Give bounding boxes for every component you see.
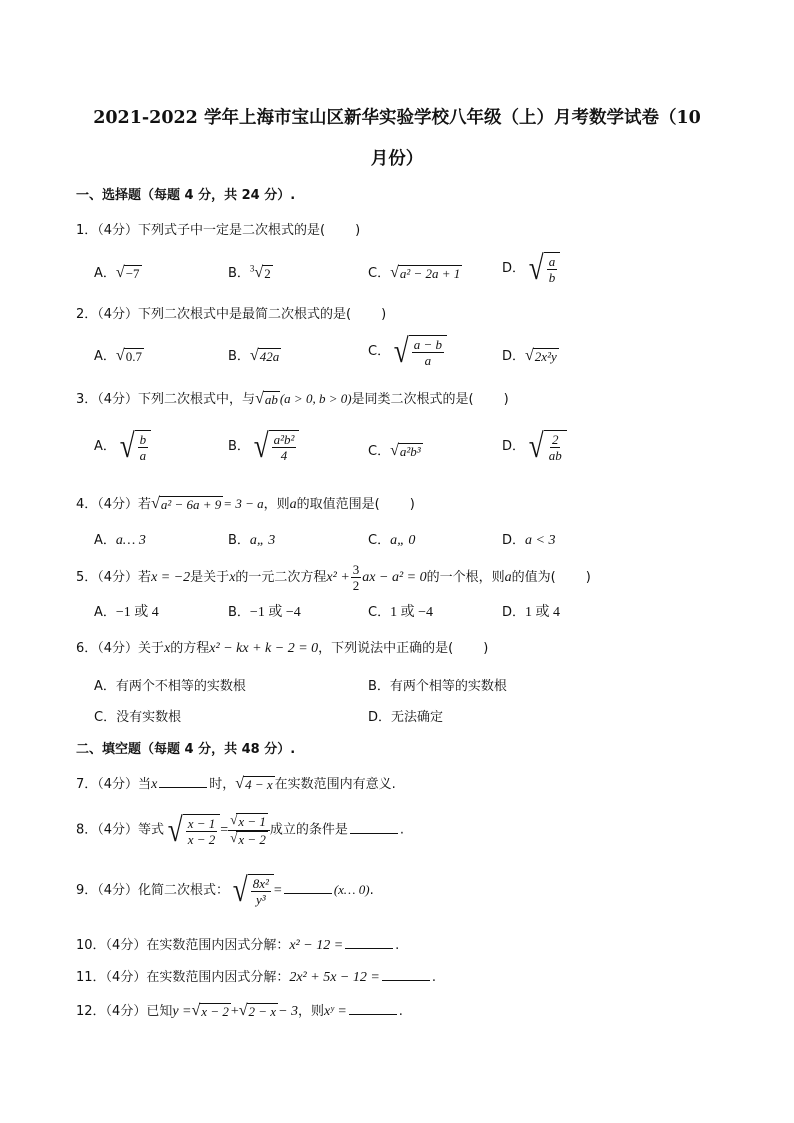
q3-option-c: C． √ a²b³ <box>368 442 421 459</box>
q1-option-d: D． √ $\frac{a}{b}$ <box>502 252 560 285</box>
title-line-1: 2021-2022 学年上海市宝山区新华实验学校八年级（上）月考数学试卷（10 <box>93 108 701 128</box>
question-3: 3．（4分）下列二次根式中，与 √ ab (a > 0, b > 0)是同类二次根式的是( ) <box>76 390 509 407</box>
question-2: 2．（4分）下列二次根式中是最简二次根式的是( ) <box>76 307 387 322</box>
q1-option-b: B．$^3$ √ 2 <box>228 263 271 281</box>
question-1: 1．（4分）下列式子中一定是二次根式的是( ) <box>76 223 361 238</box>
q3-option-a: A． √ $\frac{b}{a}$ <box>94 430 151 463</box>
q2-option-a: A． √ 0.7 <box>94 347 142 364</box>
q4-option-c: C．a„ 0 <box>368 533 416 548</box>
question-10: 10．（4分）在实数范围内因式分解：x² − 12 = . <box>76 938 400 953</box>
q6-option-c: C．没有实数根 <box>94 710 182 725</box>
title-line-2: 月份） <box>370 149 424 169</box>
question-6: 6．（4分）关于x的方程x² − kx + k − 2 = 0，下列说法中正确的是( ) <box>76 641 489 656</box>
exam-title <box>60 98 734 180</box>
question-12: 12．（4分）已知y = √ x − 2 + √ 2 − x − 3，则xʸ = . <box>76 1002 403 1019</box>
question-4: 4．（4分）若 √ a² − 6a + 9 = 3 − a，则a的取值范围是( ) <box>76 495 415 512</box>
question-8: 8．（4分）等式 √ $\frac{x - 1}{x - 2}$ = √ x − 1 √ x − 2 成立的条件是 . <box>76 811 405 849</box>
question-7: 7．（4分）当x 时， √ 4 − x 在实数范围内有意义. <box>76 775 396 792</box>
q5-option-c: C．1 或 −4 <box>368 605 433 620</box>
q5-option-d: D．1 或 4 <box>502 605 561 620</box>
question-11: 11．（4分）在实数范围内因式分解：2x² + 5x − 12 = . <box>76 970 436 985</box>
q4-option-d: D．a < 3 <box>502 533 556 548</box>
q2-option-d: D． √ 2x²y <box>502 347 557 364</box>
q6-option-b: B．有两个相等的实数根 <box>368 679 507 694</box>
q5-option-b: B．−1 或 −4 <box>228 605 301 620</box>
q6-option-d: D．无法确定 <box>368 710 444 725</box>
q1-option-c: C． √ a² − 2a + 1 <box>368 264 461 281</box>
section-fill-heading: 二、填空题（每题 4 分，共 48 分）. <box>76 742 296 757</box>
question-5: 5．（4分）若x = −2是关于x的一元二次方程x² + $\frac{3}{2}$ ax − a² = 0的一个根，则a的值为( ) <box>76 562 591 593</box>
q5-option-a: A．−1 或 4 <box>94 605 159 620</box>
q4-option-b: B．a„ 3 <box>228 533 276 548</box>
q1-option-a: A． √ −7 <box>94 264 140 281</box>
q2-option-c: C． √ $\frac{a - b}{a}$ <box>368 335 447 368</box>
q3-option-b: B． √ $\frac{\text{a²b²}}{4}$ <box>228 430 299 463</box>
q3-option-d: D． √ $\frac{2}{ab}$ <box>502 430 567 463</box>
question-9: 9．（4分）化简二次根式： √ $\frac{\text{8x²}}{\text{y³}}$ = (x… 0). <box>76 872 374 910</box>
q4-option-a: A．a… 3 <box>94 533 146 548</box>
q6-option-a: A．有两个不相等的实数根 <box>94 679 246 694</box>
q2-option-b: B． √ 42a <box>228 347 280 364</box>
section-choice-heading: 一、选择题（每题 4 分，共 24 分）. <box>76 188 296 203</box>
